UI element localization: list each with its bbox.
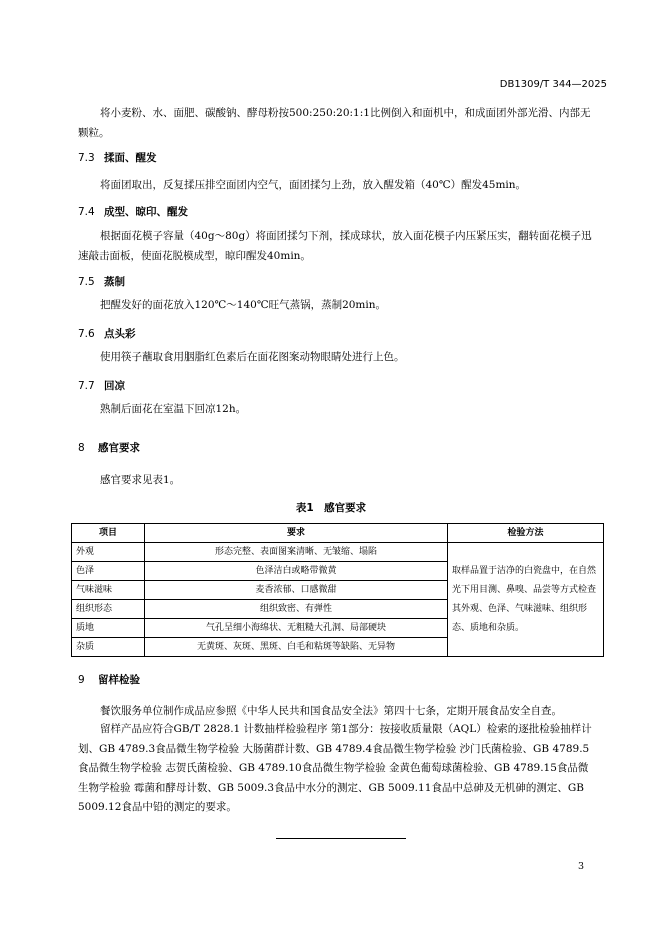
section-title: 留样检验 xyxy=(98,674,140,686)
section-title: 感官要求 xyxy=(98,442,140,454)
row-item: 外观 xyxy=(72,543,145,562)
row-requirement: 无黄斑、灰斑、黑斑、白毛和粘斑等缺陷、无异物 xyxy=(145,638,448,657)
table-header-row xyxy=(72,524,604,543)
section-9-paragraph-2: 留样产品应符合GB/T 2828.1 计数抽样检验程序 第1部分：按接收质量限（AQL）检索的逐批检验抽样计划、GB 4789.3食品微生物学检验 大肠菌群计数、GB 4789.4食品微生物学检验 沙门氏菌检验、GB 4789.5食品微生物学检验 志贺氏菌检验、GB 4789.10食品微生物学检验 金黄色葡萄球菌检验、GB 4789.15食品微生物学检验 霉菌和酵母计数、GB 5009.3食品中水分的测定、GB 5009.11食品中总砷及无机砷的测定、GB 5009.12食品中铅的测定的要求。 xyxy=(78,723,592,813)
section-title: 揉面、醒发 xyxy=(104,152,157,164)
section-heading-7-3 xyxy=(78,150,157,165)
section-heading-9 xyxy=(78,672,140,687)
row-item: 组织形态 xyxy=(72,600,145,619)
section-number: 7.7 xyxy=(78,380,95,392)
row-requirement: 形态完整、表面图案清晰、无皱缩、塌陷 xyxy=(145,543,448,562)
row-item: 杂质 xyxy=(72,638,145,657)
row-requirement: 组织致密、有弹性 xyxy=(145,600,448,619)
section-number: 7.5 xyxy=(78,276,95,288)
section-9-paragraph-1: 餐饮服务单位制作成品应参照《中华人民共和国食品安全法》第四十七条，定期开展食品安全自查。 xyxy=(100,705,562,717)
section-text-7-4: 根据面花模子容量（40g～80g）将面团揉匀下剂，揉成球状，放入面花模子内压紧压实，翻转面花模子迅速敲击面板，使面花脱模成型，晾印醒发40min。 xyxy=(78,230,592,262)
sensory-requirements-table xyxy=(71,523,604,657)
section-number: 8 xyxy=(78,442,85,454)
row-requirement: 麦香浓郁、口感微甜 xyxy=(145,581,448,600)
intro-paragraph: 将小麦粉、水、面肥、碳酸钠、酵母粉按500:250:20:1:1比例倒入和面机中，和成面团外部光滑、内部无颗粒。 xyxy=(78,107,591,139)
end-rule xyxy=(276,838,406,839)
section-title: 蒸制 xyxy=(104,276,125,288)
section-text-7-6: 使用筷子蘸取食用胭脂红色素后在面花图案动物眼睛处进行上色。 xyxy=(100,351,405,363)
section-title: 回凉 xyxy=(104,380,125,392)
row-item: 气味滋味 xyxy=(72,581,145,600)
section-text-8: 感官要求见表1。 xyxy=(100,474,181,486)
section-number: 7.3 xyxy=(78,152,95,164)
section-text-7-5: 把醒发好的面花放入120℃～140℃旺气蒸锅，蒸制20min。 xyxy=(100,299,387,311)
section-number: 9 xyxy=(78,674,85,686)
section-number: 7.6 xyxy=(78,328,95,340)
section-number: 7.4 xyxy=(78,206,95,218)
section-heading-8 xyxy=(78,440,140,455)
header-method: 检验方法 xyxy=(448,524,604,543)
table-row xyxy=(72,543,604,562)
section-heading-7-4 xyxy=(78,204,188,219)
row-requirement: 色泽洁白或略带微黄 xyxy=(145,562,448,581)
section-heading-7-7 xyxy=(78,378,125,393)
section-title: 点头彩 xyxy=(104,328,136,340)
section-title: 成型、晾印、醒发 xyxy=(104,206,188,218)
section-heading-7-6 xyxy=(78,326,136,341)
section-heading-7-5 xyxy=(78,274,125,289)
row-requirement: 气孔呈细小海绵状、无粗糙大孔洞、局部硬块 xyxy=(145,619,448,638)
header-requirement: 要求 xyxy=(145,524,448,543)
row-item: 色泽 xyxy=(72,562,145,581)
table-caption: 表1 感官要求 xyxy=(295,502,367,514)
page-number: 3 xyxy=(577,861,584,872)
inspection-method: 取样品置于洁净的白瓷盘中，在自然光下用目测、鼻嗅、品尝等方式检查其外观、色泽、气味滋味、组织形态、质地和杂质。 xyxy=(448,543,604,657)
header-item: 项目 xyxy=(72,524,145,543)
section-text-7-7: 熟制后面花在室温下回凉12h。 xyxy=(100,403,247,415)
document-code: DB1309/T 344—2025 xyxy=(499,79,607,90)
section-text-7-3: 将面团取出，反复揉压排空面团内空气，面团揉匀上劲，放入醒发箱（40℃）醒发45min。 xyxy=(100,179,527,191)
row-item: 质地 xyxy=(72,619,145,638)
